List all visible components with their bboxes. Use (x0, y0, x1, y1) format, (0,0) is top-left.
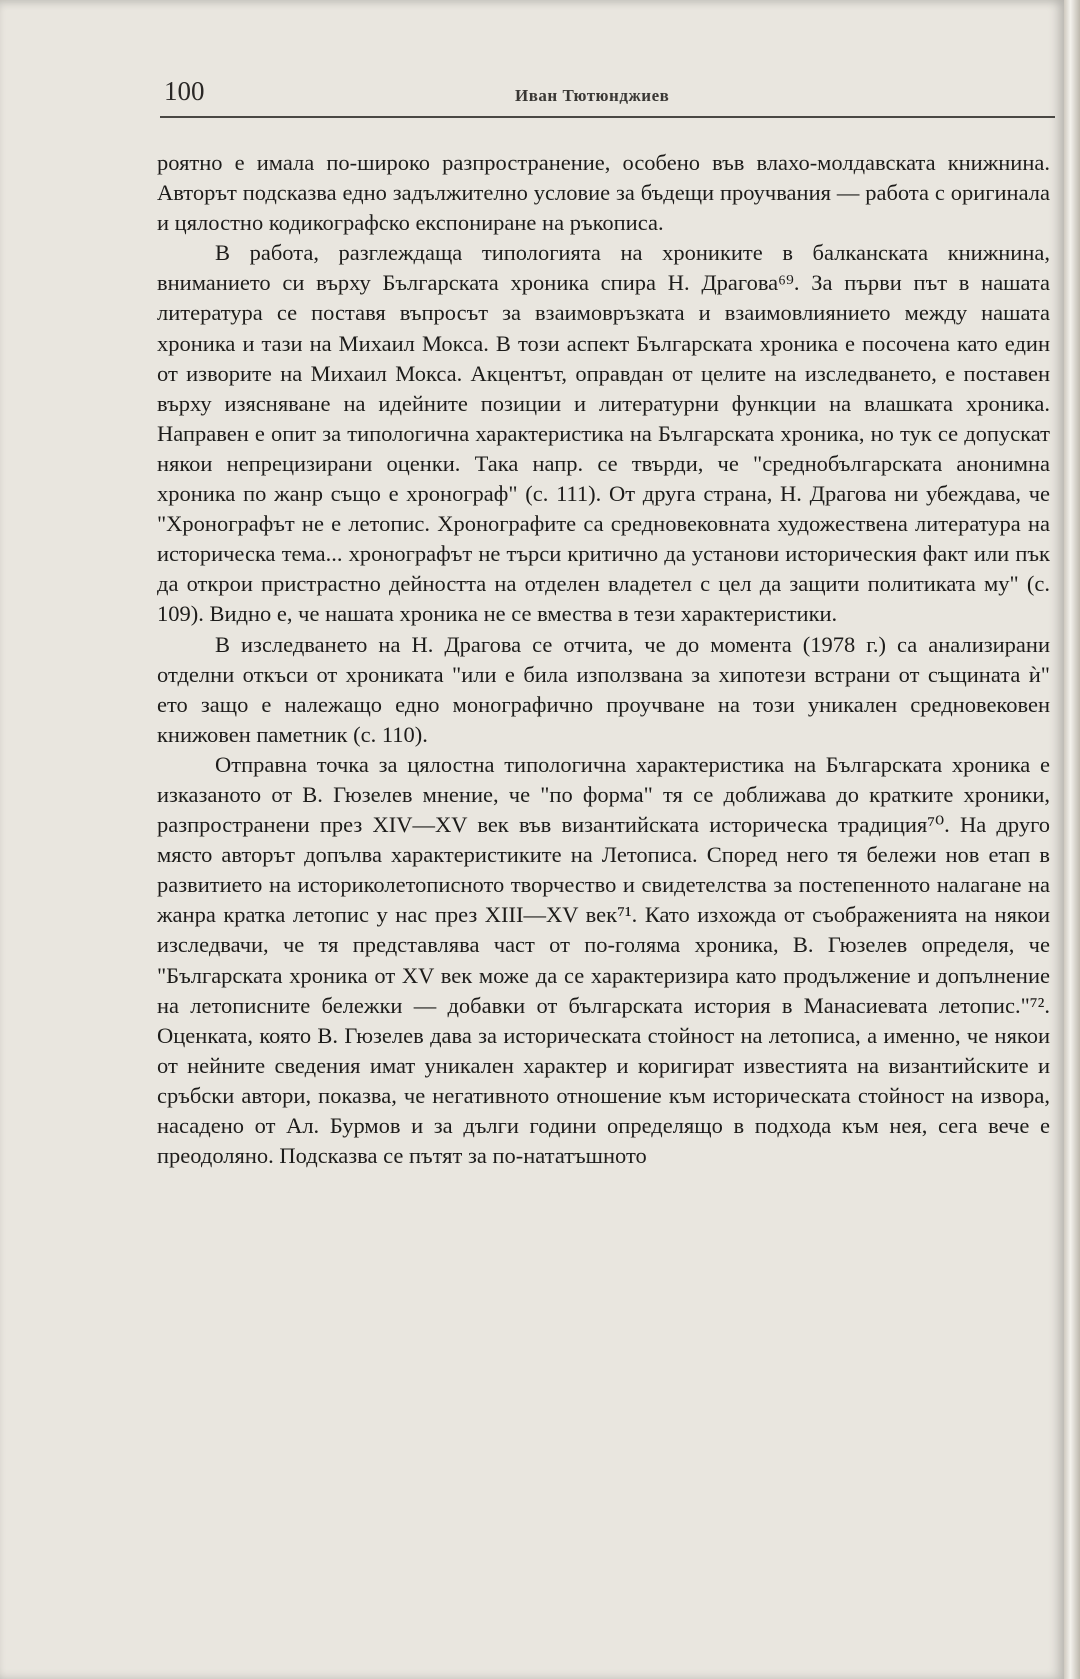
paragraph-4: Отправна точка за цялостна типологична характеристика на Българската хроника е изказаното от В. Гюзелев мнение, че "по форма" тя се доближава до кратките хроники, разпространени през XIV—XV век във византийската историческа традиция⁷⁰. На друго място авторът допълва характеристиките на Летописа. Според него тя бележи нов етап в развитието на историколетописното творчество и свидетелства за постепенното налагане на жанра кратка летопис у нас през XIII—XV век⁷¹. Като изхожда от съображенията на някои изследвачи, че тя представлява част от по-голяма хроника, В. Гюзелев определя, че "Българската хроника от XV век може да се характеризира като продължение и допълнение на летописните бележки — добавки от българската история в Манасиевата летопис."⁷². Оценката, която В. Гюзелев дава за историческата стойност на летописа, а именно, че някои от нейните сведения имат уникален характер и коригират известията на византийските и сръбски автори, показва, че негативното отношение към историческата стойност на извора, насадено от Ал. Бурмов и за дълги години определящо в подхода към нея, сега вече е преодоляно. Подсказва се пътят за по-нататъшното (157, 751, 1050, 1169)
paragraph-2: В работа, разглеждаща типологията на хрониките в балканската книжнина, вниманието си върху Българската хроника спира Н. Драгова⁶⁹. За първи път в нашата литература се поставя въпросът за взаимовръзката и взаимовлиянието между нашата хроника и тази на Михаил Мокса. В този аспект Българската хроника е посочена като един от изворите на Михаил Мокса. Акцентът, оправдан от целите на изследването, е поставен върху изясняване на идейните позиции и литературни функции на влашката хроника. Направен е опит за типологична характеристика на Българската хроника, но тук се допускат някои непрецизирани оценки. Така напр. се твърди, че "среднобългарската анонимна хроника по жанр също е хронограф" (с. 111). От друга страна, Н. Драгова ни убеждава, че "Хронографът не е летопис. Хронографите са средновековната художествена литература на историческа тема... хронографът не търси критично да установи историческия факт или пък да открои пристрастно дейността на отделен владетел с цел да защити политиката му" (с. 109). Видно е, че нашата хроника не се вмества в тези характеристики. (157, 240, 1050, 627)
page-number: 100 (164, 76, 205, 106)
running-head: Иван Тютюнджиев (515, 86, 670, 105)
body-text (157, 148, 1050, 1171)
paragraph-1: роятно е имала по-широко разпространение, особено във влахо-молдавската книжнина. Авторът подсказва едно задължително условие за бъдещи проучвания — работа с оригинала и цялостно кодикографско експониране на ръкописа. (157, 150, 1050, 236)
header-rule (160, 116, 1055, 118)
page-edge-shadow (1064, 0, 1080, 1679)
page-header (160, 70, 1055, 120)
paragraph-3: В изследването на Н. Драгова се отчита, че до момента (1978 г.) са анализирани отделни откъси от хрониката "или е била използвана за хипотези встрани от същината ѝ" ето защо е належащо едно монографично проучване на този уникален средновековен книжовен паметник (с. 110). (157, 631, 1050, 747)
